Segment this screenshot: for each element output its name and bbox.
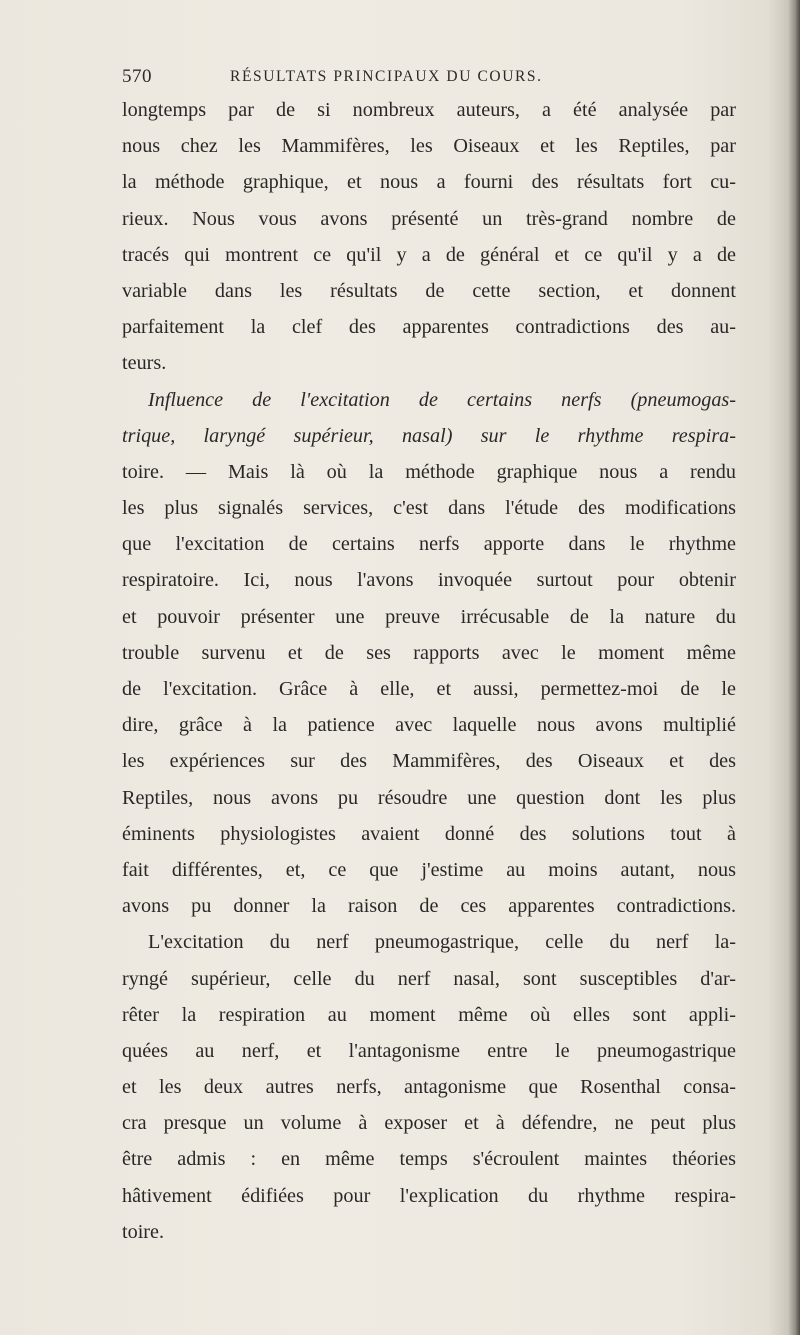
text-line: la méthode graphique, et nous a fourni des résultats fort cu-	[122, 171, 736, 194]
text-line: variable dans les résultats de cette section, et donnent	[122, 279, 736, 302]
text-line: et pouvoir présenter une preuve irrécusable de la nature du	[122, 605, 736, 628]
body-text	[122, 92, 736, 1250]
section-heading-line: Influence de l'excitation de certains nerfs (pneumogas-	[148, 388, 736, 411]
page-number: 570	[122, 66, 152, 87]
page-edge-shadow	[788, 0, 800, 1335]
page-header	[122, 66, 682, 92]
running-head: RÉSULTATS PRINCIPAUX DU COURS.	[230, 68, 543, 85]
text-line: avons pu donner la raison de ces apparentes contradictions.	[122, 895, 736, 918]
text-line: hâtivement édifiées pour l'explication du rhythme respira-	[122, 1184, 736, 1207]
text-line: nous chez les Mammifères, les Oiseaux et les Reptiles, par	[122, 135, 736, 158]
text-line: toire. — Mais là où la méthode graphique nous a rendu	[122, 460, 736, 483]
text-line: Reptiles, nous avons pu résoudre une question dont les plus	[122, 786, 736, 809]
text-line: longtemps par de si nombreux auteurs, a été analysée par	[122, 99, 736, 121]
text-line: tracés qui montrent ce qu'il y a de général et ce qu'il y a de	[122, 243, 736, 266]
text-line: les plus signalés services, c'est dans l'étude des modifications	[122, 497, 736, 520]
text-line: fait différentes, et, ce que j'estime au moins autant, nous	[122, 858, 736, 881]
text-line: et les deux autres nerfs, antagonisme que Rosenthal consa-	[122, 1076, 736, 1099]
text-line: dire, grâce à la patience avec laquelle nous avons multiplié	[122, 714, 736, 737]
text-line: quées au nerf, et l'antagonisme entre le pneumogastrique	[122, 1039, 736, 1062]
text-line: cra presque un volume à exposer et à défendre, ne peut plus	[122, 1112, 736, 1135]
text-line: de l'excitation. Grâce à elle, et aussi, permettez-moi de le	[122, 678, 736, 700]
text-line: rieux. Nous vous avons présenté un très-grand nombre de	[122, 207, 736, 230]
text-line: trouble survenu et de ses rapports avec le moment même	[122, 641, 736, 664]
text-line: rêter la respiration au moment même où elles sont appli-	[122, 1003, 736, 1026]
section-heading-line: trique, laryngé supérieur, nasal) sur le rhythme respira-	[122, 424, 736, 447]
text-line: toire.	[122, 1220, 165, 1243]
text-line: que l'excitation de certains nerfs apporte dans le rhythme	[122, 533, 736, 556]
text-line: respiratoire. Ici, nous l'avons invoquée surtout pour obtenir	[122, 569, 736, 592]
text-line: teurs.	[122, 352, 167, 375]
text-line: L'excitation du nerf pneumogastrique, celle du nerf la-	[148, 931, 736, 954]
text-line: ryngé supérieur, celle du nerf nasal, sont susceptibles d'ar-	[122, 967, 736, 990]
text-line: les expériences sur des Mammifères, des Oiseaux et des	[122, 750, 736, 773]
text-line: être admis : en même temps s'écroulent maintes théories	[122, 1148, 736, 1171]
text-line: parfaitement la clef des apparentes contradictions des au-	[122, 316, 736, 339]
text-line: éminents physiologistes avaient donné des solutions tout à	[122, 822, 736, 845]
